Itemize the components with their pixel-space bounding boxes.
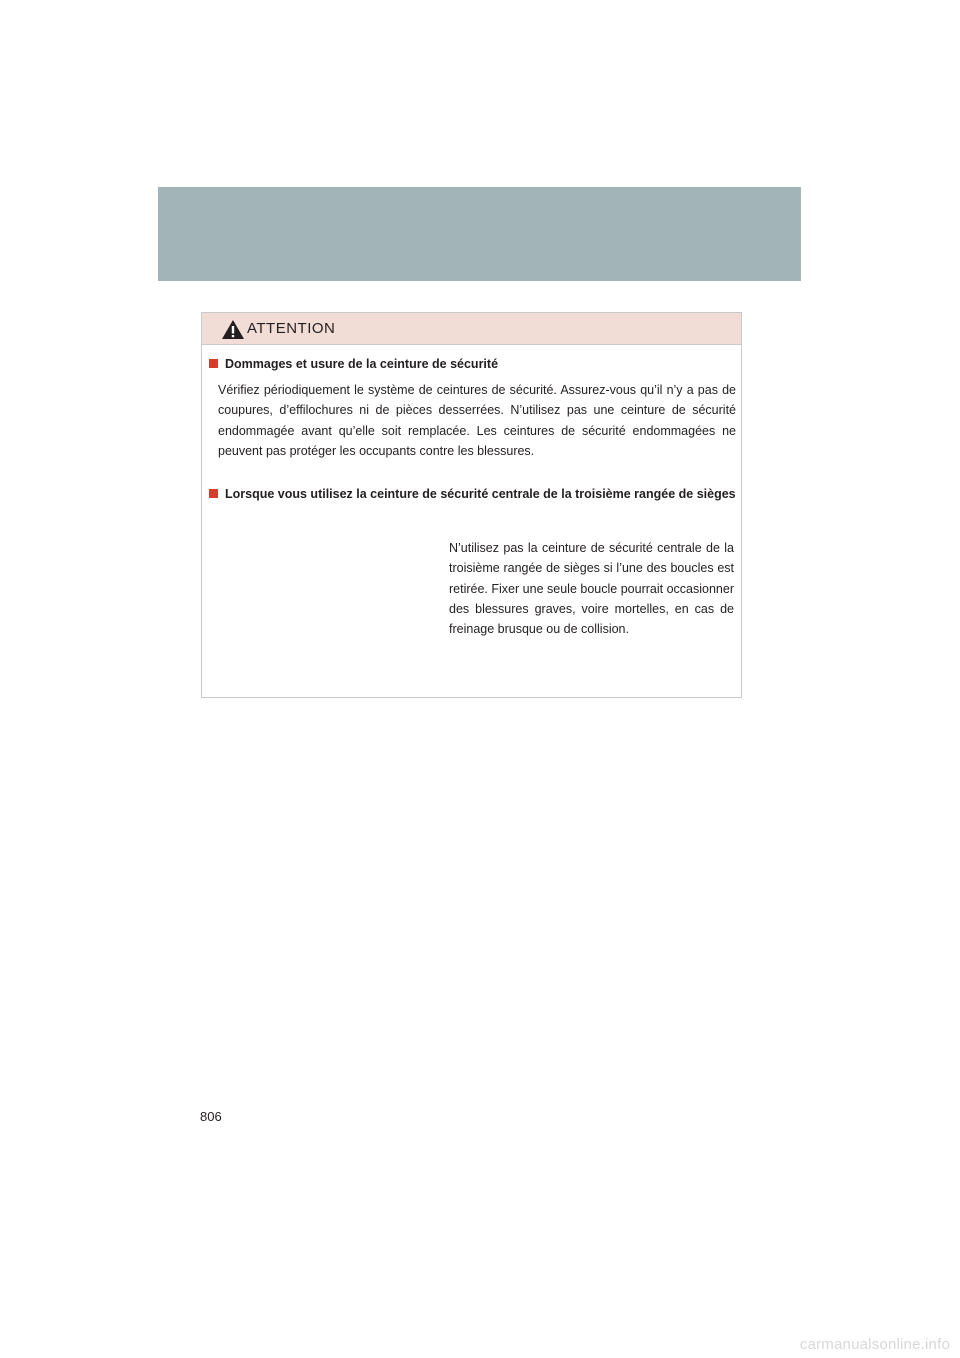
red-square-bullet-icon bbox=[209, 489, 218, 498]
warning-title: ATTENTION bbox=[247, 320, 336, 337]
warning-triangle-icon bbox=[221, 319, 245, 340]
section-heading-text: Lorsque vous utilisez la ceinture de sécurité centrale de la troisième rangée de sièges bbox=[225, 487, 736, 501]
section-text-center-belt: N’utilisez pas la ceinture de sécurité centrale de la troisième rangée de sièges si l’une des boucles est retirée. Fixer une seule boucle pourrait occasionner des blessures graves, voire mortelles, en cas de freinage brusque ou de collision. bbox=[449, 541, 734, 637]
warning-box bbox=[201, 312, 742, 698]
section-text-damage: Vérifiez périodiquement le système de ceintures de sécurité. Assurez-vous qu’il n’y a pas de coupures, d’effilochures ni de pièces desserrées. N’utilisez pas une ceinture de sécurité endommagée avant qu’elle soit remplacée. Les ceintures de sécurité endommagées ne peuvent pas protéger les occupants contre les blessures. bbox=[218, 383, 736, 458]
red-square-bullet-icon bbox=[209, 359, 218, 368]
header-band bbox=[158, 187, 801, 281]
section-heading-text: Dommages et usure de la ceinture de sécurité bbox=[225, 357, 499, 371]
section-heading-center-belt bbox=[209, 484, 739, 504]
page-number: 806 bbox=[200, 1109, 222, 1124]
warning-header bbox=[202, 313, 741, 345]
section-heading-damage bbox=[209, 354, 739, 374]
watermark: carmanualsonline.info bbox=[799, 1336, 950, 1353]
